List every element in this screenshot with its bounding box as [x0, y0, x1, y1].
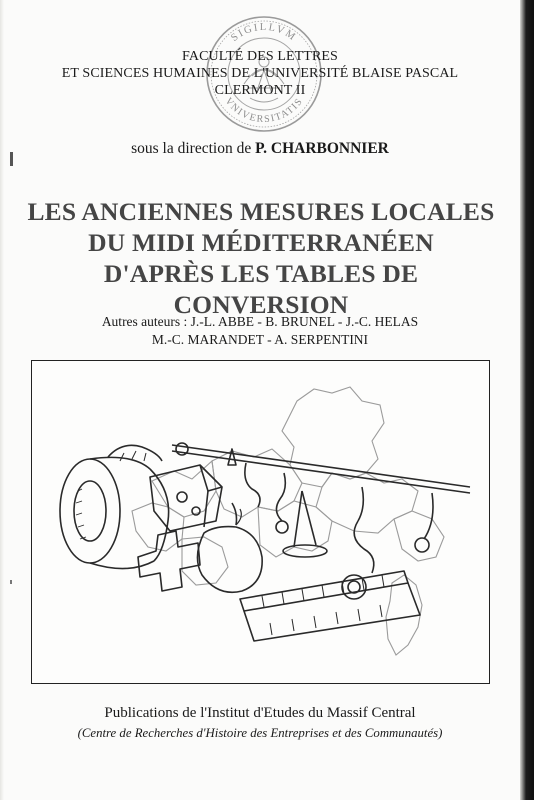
illustration-frame [31, 360, 490, 684]
measuring-instruments-map-illustration [32, 361, 489, 683]
header-line-1: FACULTÉ DES LETTRES [182, 49, 338, 64]
director-name: P. CHARBONNIER [255, 140, 389, 157]
research-center-line: (Centre de Recherches d'Histoire des Entreprises et des Communautés) [77, 726, 443, 740]
authors-line-1: Autres auteurs : J.-L. ABBE - B. BRUNEL - J.-C. HELAS [101, 314, 419, 329]
header-line-2: ET SCIENCES HUMAINES DE L'UNIVERSITÉ BLAISE PASCAL [61, 66, 459, 81]
publisher-line: Publications de l'Institut d'Etudes du Massif Central [104, 705, 416, 721]
binding-mark [10, 152, 13, 166]
direction-line [40, 140, 480, 158]
authors-line-2: M.-C. MARANDET - A. SERPENTINI [151, 332, 369, 347]
binding-mark [10, 580, 12, 584]
scan-edge-left [0, 0, 4, 800]
direction-prefix: sous la direction de [131, 140, 252, 157]
institution-header [40, 48, 480, 99]
authors [40, 313, 480, 349]
book-title [20, 196, 502, 320]
svg-text:SIGILLVM [229, 22, 298, 44]
title-line-1: LES ANCIENNES MESURES LOCALES [27, 197, 495, 226]
header-line-3: CLERMONT II [214, 83, 306, 98]
title-line-3: D'APRÈS LES TABLES DE CONVERSION [103, 259, 419, 319]
seal-text-top: SIGILLVM [229, 21, 299, 44]
seal-text-bottom: VNIVERSITATIS [222, 95, 306, 126]
title-line-2: DU MIDI MÉDITERRANÉEN [88, 228, 434, 257]
scan-edge-right [520, 0, 534, 800]
